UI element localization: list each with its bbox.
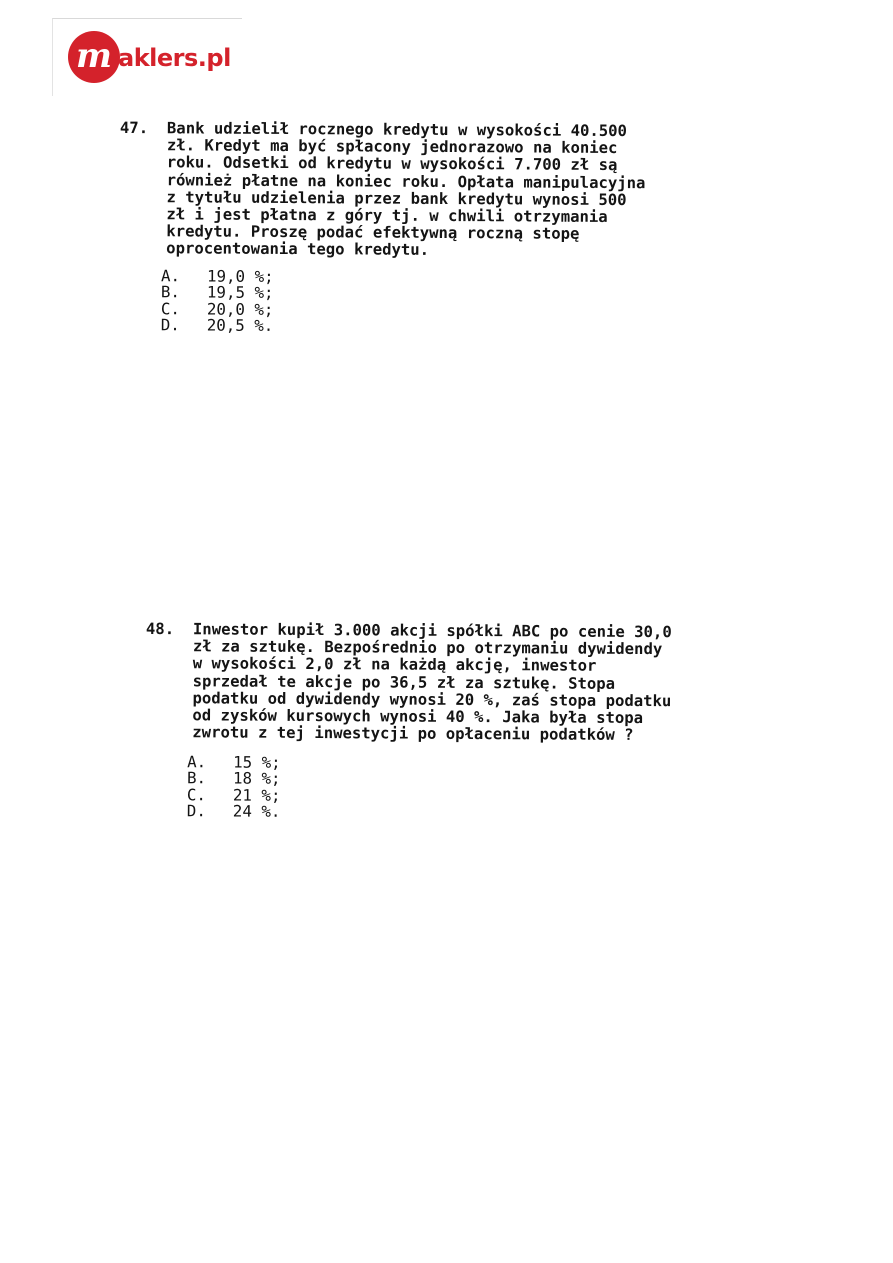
answer-text: 24 %.: [232, 801, 281, 822]
answer-letter: C.: [160, 299, 180, 319]
logo-badge-letter: m: [76, 36, 112, 76]
logo-badge-icon: [67, 30, 121, 84]
question-line: od zysków kursowych wynosi 40 %. Jaka była stopa: [192, 706, 644, 728]
answer-text: 15 %;: [233, 752, 281, 772]
answer-list: [161, 268, 274, 334]
answer-letter: A.: [187, 752, 207, 772]
question-text: [192, 621, 672, 744]
answer-text: 19,5 %;: [206, 282, 274, 303]
question-line: zł i jest płatna z góry tj. w chwili otrzymania: [166, 205, 608, 226]
answer-letter: B.: [160, 282, 181, 302]
answer-letter: D.: [186, 801, 206, 821]
question-line: sprzedał te akcje po 36,5 zł za sztukę. Stopa: [192, 671, 616, 693]
question-line: Bank udzielił rocznego kredytu w wysokości 40.500: [166, 119, 628, 141]
question-line: z tytułu udzielenia przez bank kredytu wynosi 500: [166, 188, 627, 209]
question-line: zł. Kredyt ma być spłacony jednorazowo na koniec: [166, 136, 618, 158]
question-line: zł za sztukę. Bezpośrednio po otrzymaniu dywidendy: [192, 637, 663, 659]
question-number: 47.: [119, 119, 149, 138]
answer-letter: C.: [186, 785, 207, 805]
maklers-logo: [52, 18, 242, 96]
question-line: Inwestor kupił 3.000 akcji spółki ABC po cenie 30,0: [192, 620, 672, 642]
question-line: również płatne na koniec roku. Opłata manipulacyjna: [166, 170, 646, 192]
answer-text: 18 %;: [232, 768, 281, 789]
answer-text: 20,5 %.: [206, 315, 274, 336]
answer-option: [187, 803, 281, 820]
question-number: 48.: [145, 620, 175, 639]
question-line: oprocentowania tego kredytu.: [166, 239, 430, 260]
answer-text: 20,0 %;: [206, 299, 274, 319]
question-line: roku. Odsetki od kredytu w wysokości 7.700 zł są: [166, 153, 618, 175]
answer-list: [187, 754, 281, 820]
question-line: podatku od dywidendy wynosi 20 %, zaś stopa podatku: [192, 689, 672, 711]
answer-letter: D.: [160, 315, 180, 335]
answer-letter: A.: [160, 266, 181, 286]
answer-option: [161, 317, 274, 334]
answer-letter: B.: [186, 768, 207, 788]
answer-text: 21 %;: [232, 785, 281, 805]
logo-text: aklers.pl: [118, 44, 231, 72]
question-line: kredytu. Proszę podać efektywną roczną stopę: [166, 222, 580, 244]
question-line: zwrotu z tej inwestycji po opłaceniu podatków ?: [192, 723, 634, 745]
question-text: [166, 120, 646, 261]
question-line: w wysokości 2,0 zł na każdą akcję, inwestor: [192, 654, 597, 676]
answer-text: 19,0 %;: [206, 266, 274, 286]
